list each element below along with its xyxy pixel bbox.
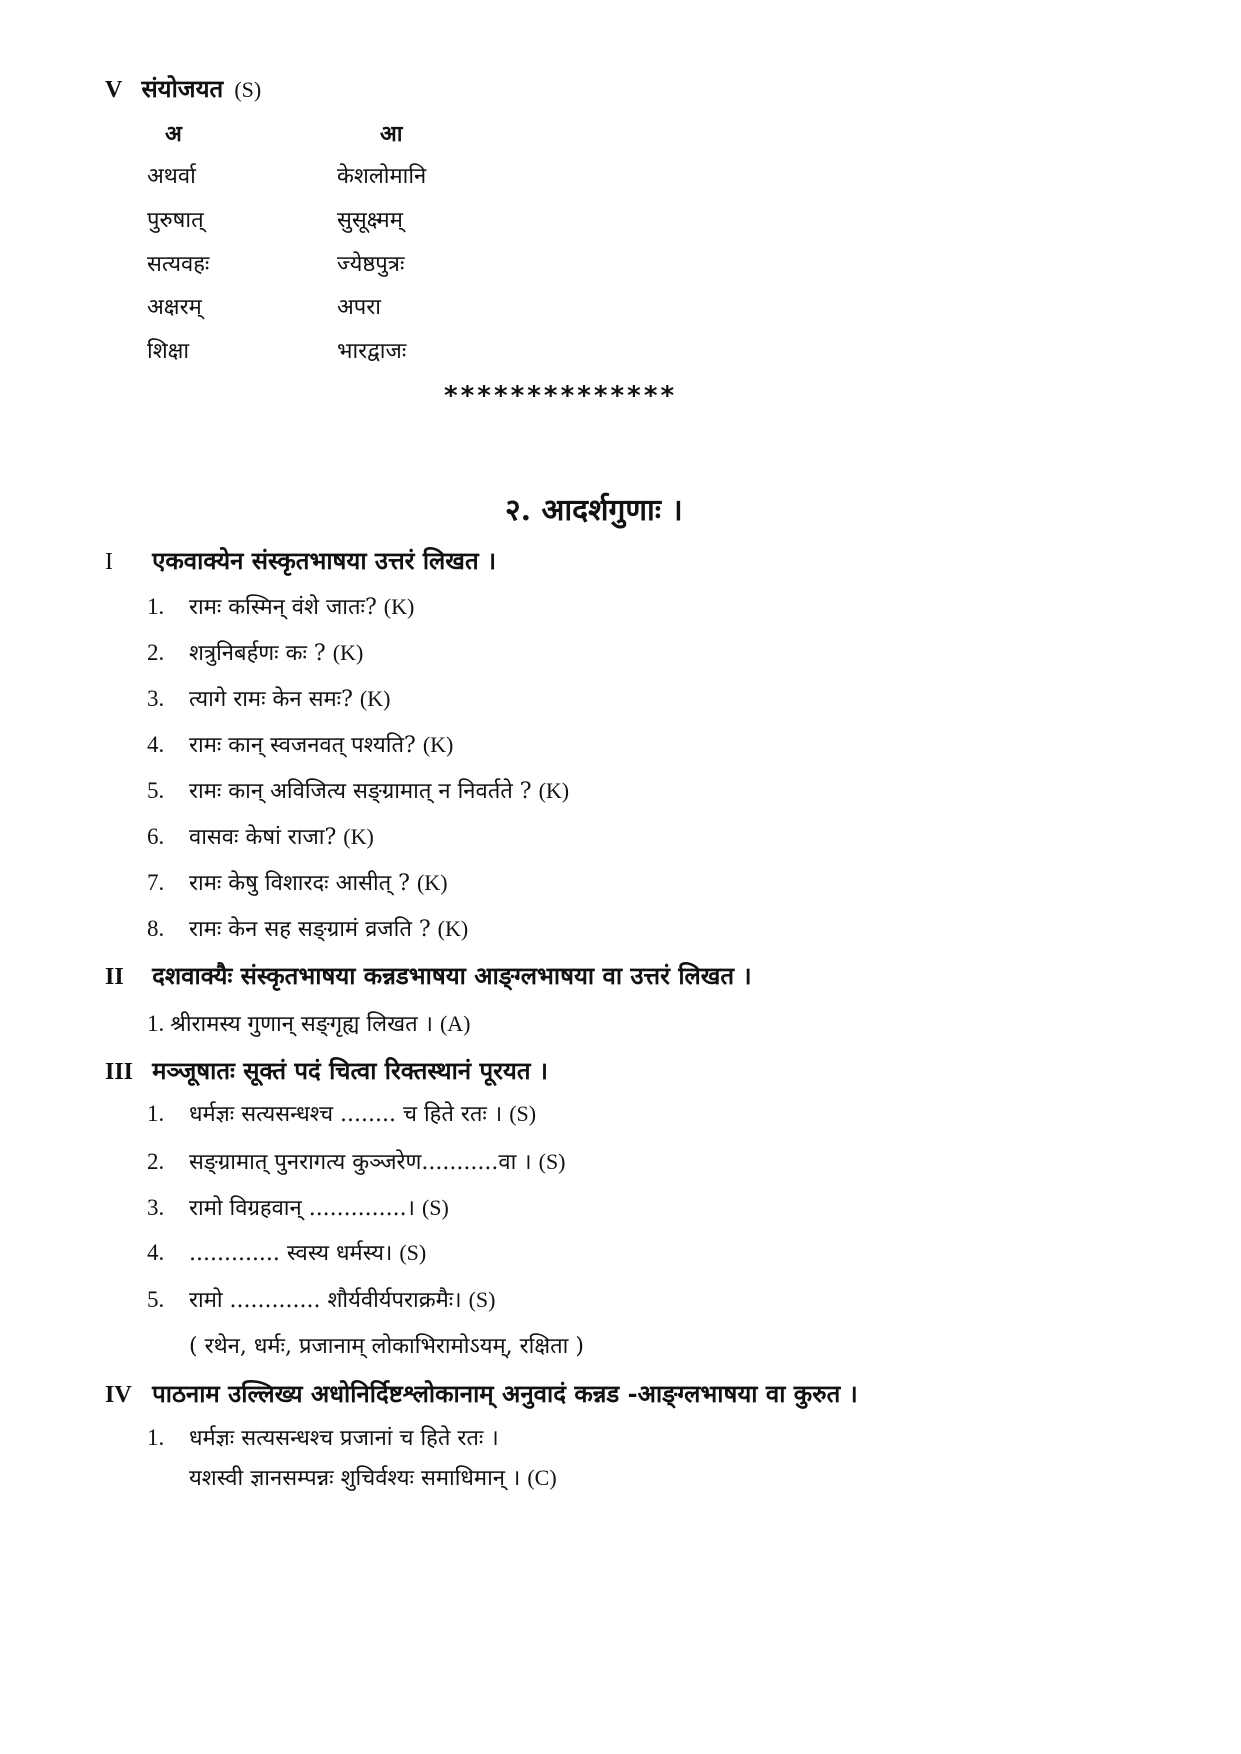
section-ii-numeral: II	[105, 964, 124, 990]
section-iii-heading	[105, 1054, 548, 1087]
item-text: रामो विग्रहवान् ..............।	[189, 1196, 415, 1221]
item-text: त्यागे रामः केन समः?	[189, 687, 353, 712]
match-a-1: अथर्वा	[147, 164, 196, 189]
section-i-title: एकवाक्येन संस्कृतभाषया उत्तरं लिखत ।	[152, 546, 497, 575]
q1-item-4	[147, 729, 453, 759]
match-b-5: भारद्वाजः	[337, 339, 407, 364]
match-a-5: शिक्षा	[147, 339, 190, 364]
q3-item-5	[147, 1284, 495, 1314]
section-iv-numeral: IV	[105, 1382, 132, 1408]
section-i-numeral: I	[105, 549, 113, 575]
item-tag: (S)	[538, 1149, 566, 1174]
item-tag: (S)	[421, 1195, 449, 1220]
column-a-header: अ	[165, 121, 182, 147]
item-text: रामः कस्मिन् वंशे जातः?	[189, 595, 377, 620]
item-number: 5.	[147, 1287, 165, 1312]
item-number: 8.	[147, 916, 165, 941]
column-b-header: आ	[380, 121, 403, 147]
match-b-4: अपरा	[337, 295, 382, 320]
item-number: 6.	[147, 824, 165, 849]
item-number: 2.	[147, 640, 165, 665]
q1-item-8	[147, 913, 468, 943]
item-text: रामः कान् स्वजनवत् पश्यति?	[189, 733, 416, 758]
item-text: वासवः केषां राजा?	[189, 825, 337, 850]
q4-item-1-line-2	[189, 1462, 557, 1492]
match-b-1: केशलोमानि	[337, 164, 427, 189]
section-iv-heading	[105, 1377, 858, 1410]
item-tag: (K)	[359, 686, 391, 711]
item-text: शत्रुनिबर्हणः कः ?	[189, 641, 326, 666]
item-tag: (K)	[422, 732, 454, 757]
item-text: सङ्ग्रामात् पुनरागत्य कुञ्जरेण...........वा ।	[189, 1150, 532, 1175]
section-v-tag: (S)	[234, 77, 262, 102]
item-text: रामः केषु विशारदः आसीत् ?	[189, 871, 410, 896]
item-text: रामः कान् अविजित्य सङ्ग्रामात् न निवर्तते ?	[189, 779, 532, 804]
item-tag: (S)	[399, 1240, 427, 1265]
item-tag: (S)	[509, 1101, 537, 1126]
q2-item-1	[147, 1008, 471, 1038]
item-number: 3.	[147, 1195, 165, 1220]
section-v-title: संयोजयत	[141, 74, 224, 103]
q3-item-1	[147, 1098, 536, 1128]
q3-item-2	[147, 1146, 566, 1176]
q3-item-3	[147, 1192, 449, 1222]
match-b-2: सुसूक्ष्मम्	[337, 208, 403, 233]
q1-item-2	[147, 637, 363, 667]
item-number: 5.	[147, 778, 165, 803]
lesson-title: २. आदर्शगुणाः ।	[505, 493, 683, 528]
match-a-4: अक्षरम्	[147, 295, 202, 320]
item-text: रामो ............. शौर्यवीर्यपराक्रमैः।	[189, 1288, 462, 1313]
item-tag: (C)	[527, 1465, 557, 1490]
item-tag: (K)	[437, 916, 469, 941]
word-box: ( रथेन, धर्मः, प्रजानाम् लोकाभिरामोऽयम्, रक्षिता )	[189, 1334, 584, 1359]
section-ii-title: दशवाक्यैः संस्कृतभाषया कन्नडभाषया आङ्ग्लभाषया वा उत्तरं लिखत ।	[152, 961, 752, 990]
match-a-3: सत्यवहः	[147, 252, 210, 277]
section-ii-heading	[105, 959, 752, 992]
item-number: 2.	[147, 1149, 165, 1174]
q4-item-1-line-1	[147, 1422, 499, 1452]
item-number: 1.	[147, 1425, 165, 1450]
section-i-heading	[105, 544, 496, 577]
item-tag: (A)	[439, 1011, 471, 1036]
section-v-numeral: V	[105, 77, 123, 103]
q3-item-4	[147, 1237, 426, 1267]
q1-item-6	[147, 821, 374, 851]
verse-line-1: धर्मज्ञः सत्यसन्धश्च प्रजानां च हिते रतः ।	[189, 1426, 499, 1451]
item-text: रामः केन सह सङ्ग्रामं व्रजति ?	[189, 917, 431, 942]
item-tag: (K)	[416, 870, 448, 895]
q1-item-1	[147, 591, 414, 621]
q1-item-5	[147, 775, 569, 805]
section-iv-title: पाठनाम उल्लिख्य अधोनिर्दिष्टश्लोकानाम् अनुवादं कन्नड -आङ्ग्लभाषया वा कुरुत ।	[152, 1379, 858, 1408]
item-number: 1.	[147, 1011, 165, 1036]
item-number: 1.	[147, 1101, 165, 1126]
section-v-heading	[105, 72, 261, 105]
item-number: 4.	[147, 732, 165, 757]
match-a-2: पुरुषात्	[147, 208, 204, 233]
q1-item-7	[147, 867, 448, 897]
item-number: 7.	[147, 870, 165, 895]
item-tag: (K)	[343, 824, 374, 849]
item-tag: (K)	[332, 640, 364, 665]
verse-line-2: यशस्वी ज्ञानसम्पन्नः शुचिर्वश्यः समाधिमान् ।	[189, 1466, 521, 1491]
item-tag: (S)	[468, 1287, 496, 1312]
item-number: 1.	[147, 594, 165, 619]
section-iii-title: मञ्जूषातः सूक्तं पदं चित्वा रिक्तस्थानं पूरयत ।	[152, 1056, 548, 1085]
item-text: श्रीरामस्य गुणान् सङ्गृह्य लिखत ।	[170, 1012, 433, 1037]
separator-stars: **************	[443, 381, 677, 411]
item-number: 4.	[147, 1240, 165, 1265]
item-number: 3.	[147, 686, 165, 711]
item-text: ............. स्वस्य धर्मस्य।	[189, 1241, 393, 1266]
match-b-3: ज्येष्ठपुत्रः	[337, 252, 405, 277]
item-text: धर्मज्ञः सत्यसन्धश्च ........ च हिते रतः ।	[189, 1102, 503, 1127]
item-tag: (K)	[538, 778, 570, 803]
q1-item-3	[147, 683, 390, 713]
item-tag: (K)	[383, 594, 415, 619]
section-iii-numeral: III	[105, 1059, 134, 1085]
